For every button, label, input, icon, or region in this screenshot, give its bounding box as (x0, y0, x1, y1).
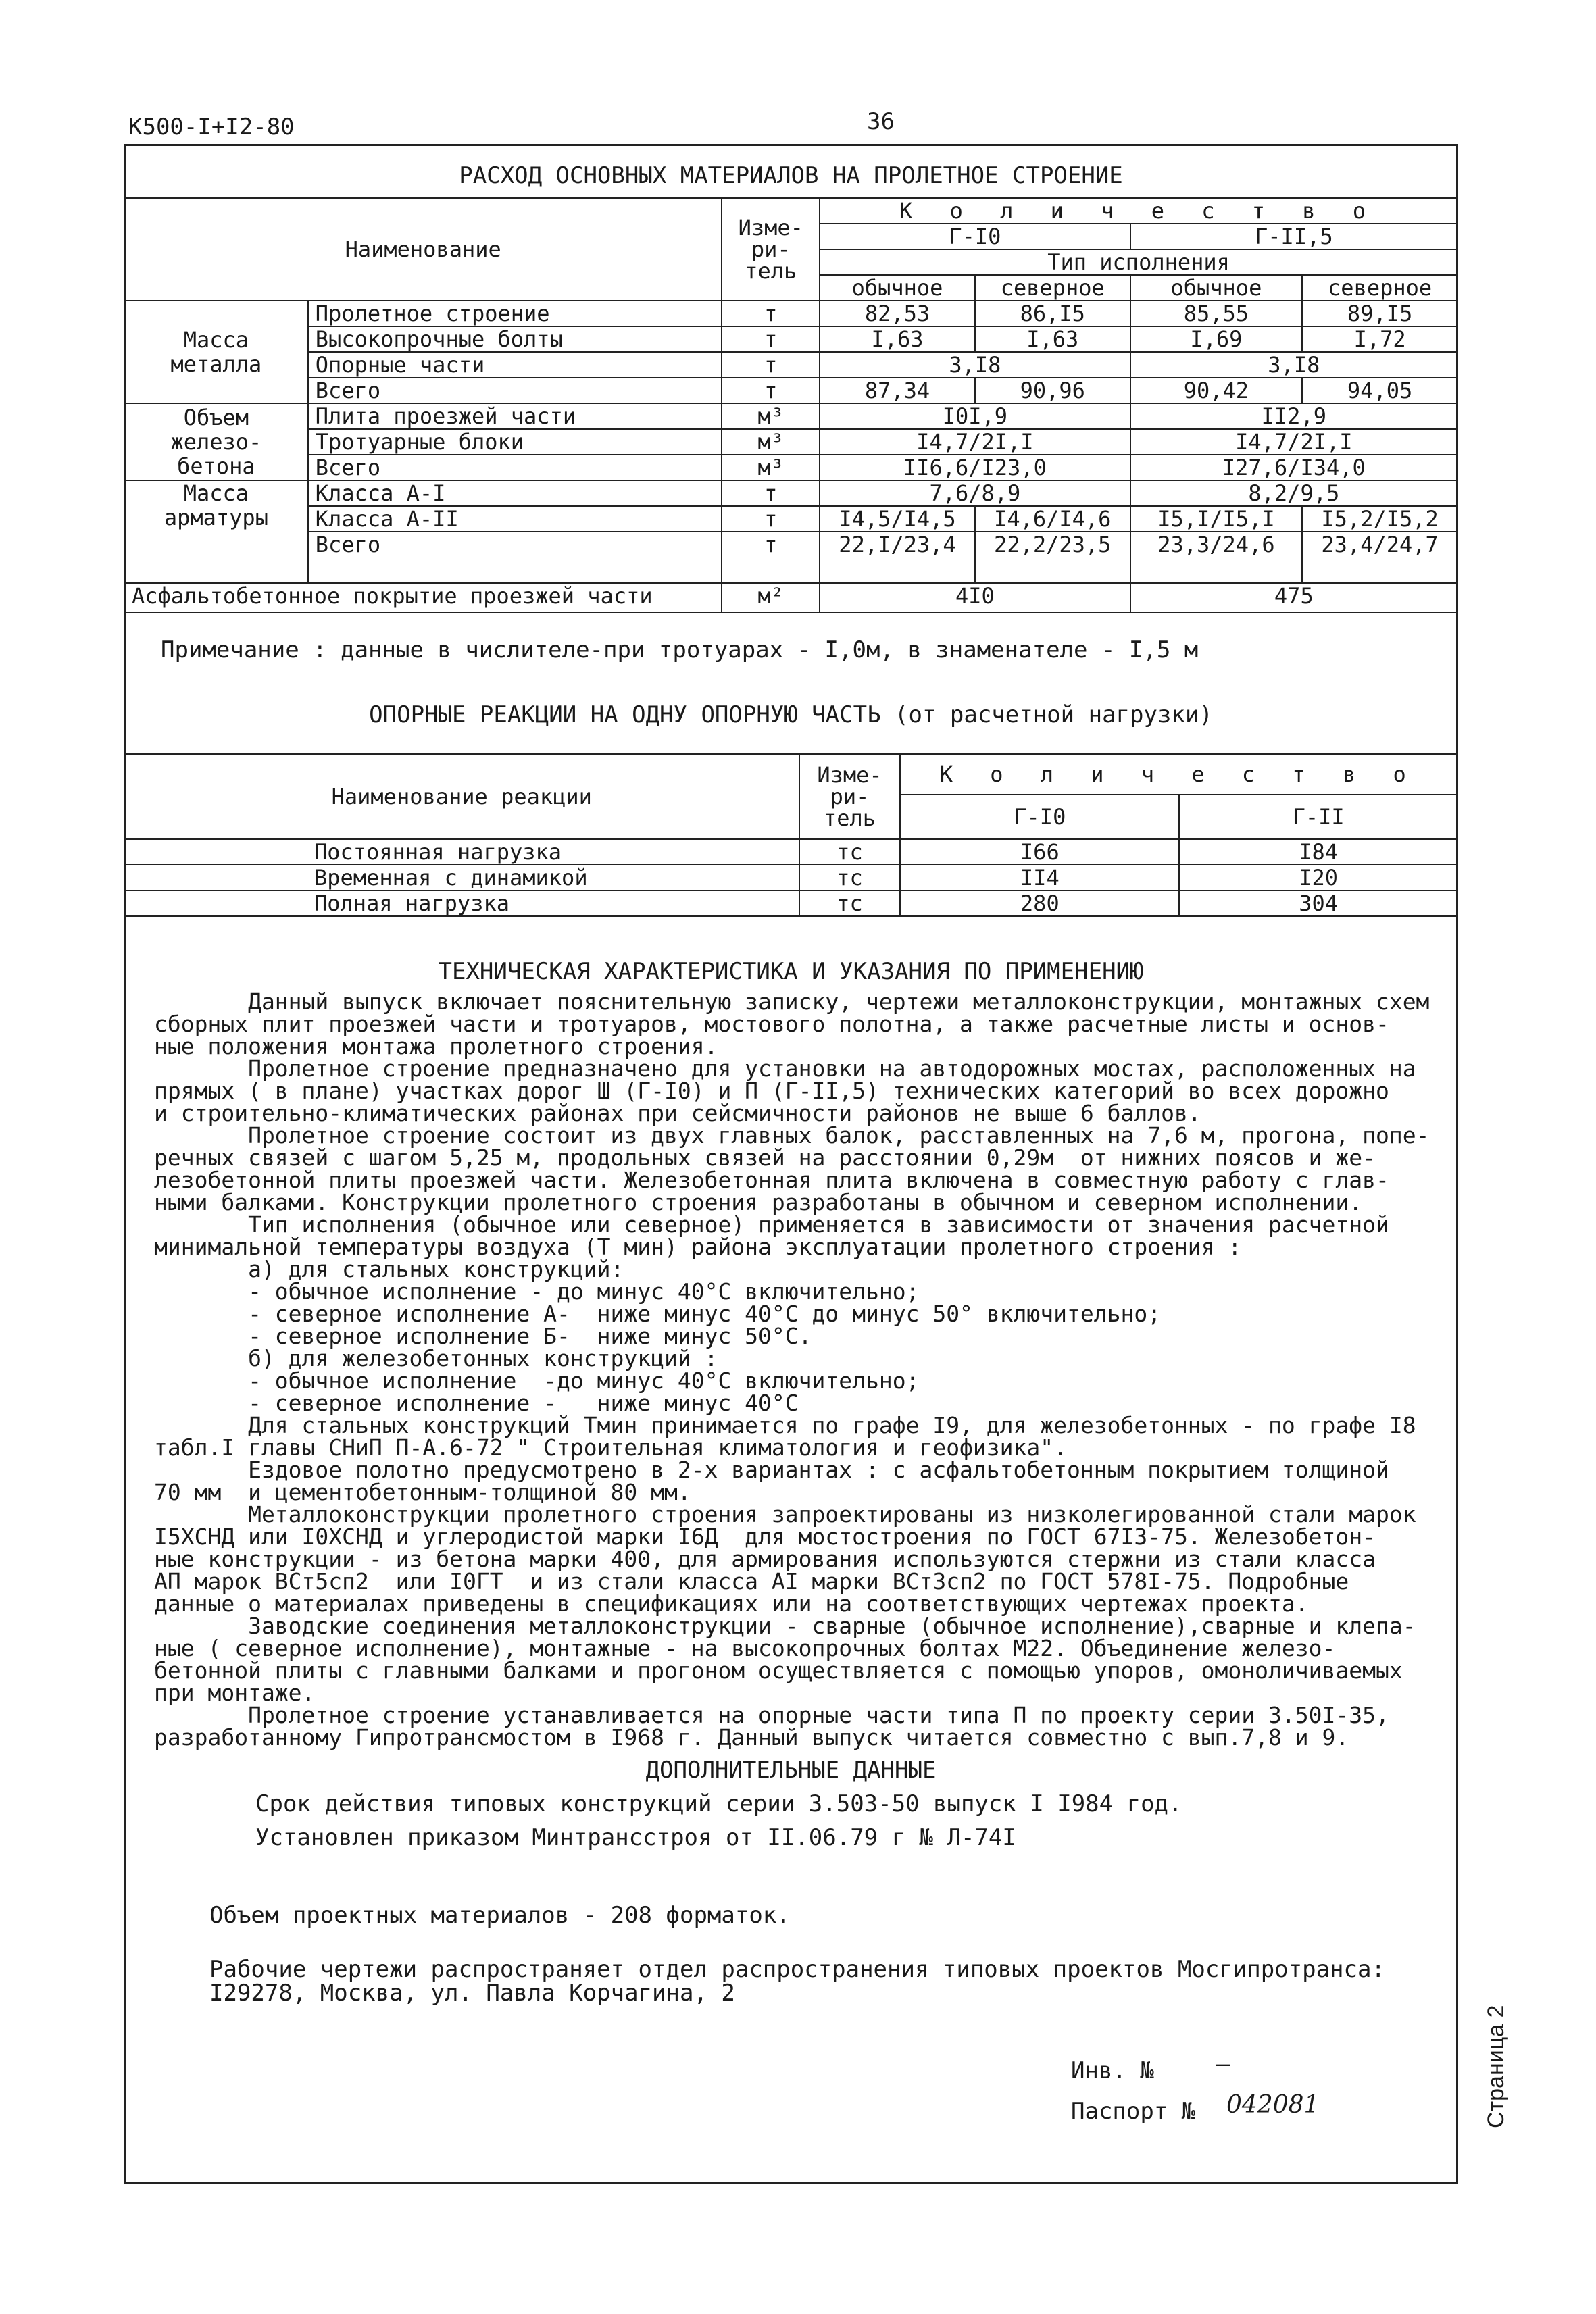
row-label: Всего (308, 455, 722, 480)
col-name-header: Наименование реакции (124, 754, 799, 839)
cell-value: I20 (1179, 865, 1457, 890)
row-unit: т (722, 378, 820, 403)
row-unit: м² (722, 583, 820, 613)
row-unit: м³ (722, 429, 820, 455)
cell-value: 90,96 (975, 378, 1130, 403)
row-label: Асфальтобетонное покрытие проезжей части (124, 583, 722, 613)
cell-value: I0I,9 (820, 403, 1130, 429)
col-g10-header: Г-I0 (820, 224, 1130, 249)
cell-value: 94,05 (1302, 378, 1457, 403)
table-row (124, 480, 1457, 506)
row-unit: т (722, 480, 820, 506)
cell-value: 90,42 (1130, 378, 1303, 403)
subcol-header: обычное (820, 275, 975, 301)
col-g10-header: Г-I0 (900, 795, 1179, 839)
page-label: Страница 2 (1483, 2005, 1509, 2128)
cell-value: 280 (900, 890, 1179, 916)
tech-title: ТЕХНИЧЕСКАЯ ХАРАКТЕРИСТИКА И УКАЗАНИЯ ПО ПРИМЕНЕНИЮ (438, 958, 1144, 985)
cell-value: 82,53 (820, 301, 975, 326)
address-line: I29278, Москва, ул. Павла Корчагина, 2 (209, 1980, 735, 2007)
cell-value: 475 (1130, 583, 1457, 613)
cell-value: I4,7/2I,I (820, 429, 1130, 455)
col-qty-header: К о л и ч е с т в о (820, 198, 1457, 224)
cell-value: 85,55 (1130, 301, 1303, 326)
additional-title: ДОПОЛНИТЕЛЬНЫЕ ДАННЫЕ (645, 1757, 937, 1784)
cell-value: II6,6/I23,0 (820, 455, 1130, 480)
cell-value: I4,6/I4,6 (975, 506, 1130, 532)
row-label: Класса А-II (308, 506, 722, 532)
tech-body: Данный выпуск включает пояснительную записку, чертежи металлоконструкции, монтажных схем сборных плит проезжей части и тротуаров, мостового полотна, а также расчетные листы и основ- ные положения монтажа пролетного строения. Пролетное строение предназначено для установки на автодорожных мостах, расположенных на прямых ( в плане) участках дорог Ш (Г-I0) и П (Г-II,5) технических категорий во всех дорожно и строительно-климатических районах при сейсмичности районов не выше 6 баллов. Пролетное строение состоит из двух главных балок, расставленных на 7,6 м, прогона, попе- речных связей с шагом 5,25 м, продольных связей на расстоянии 0,29м от нижних поясов и же- лезобетонной плиты проезжей части. Железобетонная плита включена в совместную работу с глав- ными балками. Конструкции пролетного строения разработаны в обычном и северном исполнении. Тип исполнения (обычное или северное) применяется в зависимости от значения расчетной минимальной температуры воздуха (Т мин) района эксплуатации пролетного строения : а) для стальных конструкций: - обычное исполнение - до минус 40°С включительно; - северное исполнение А- ниже минус 40°С до минус 50° включительно; - северное исполнение Б- ниже минус 50°С. б) для железобетонных конструкций : - обычное исполнение -до минус 40°С включительно; - северное исполнение - ниже минус 40°С Для стальных конструкций Тмин принимается по графе I9, для железобетонных - по графе I8 табл.I главы СНиП П-А.6-72 " Строительная климатология и геофизика". Ездовое полотно предусмотрено в 2-х вариантах : с асфальтобетонным покрытием толщиной 70 мм и цементобетонным-толщиной 80 мм. Металлоконструкции пролетного строения запроектированы из низколегированной стали марок I5ХСНД или I0ХСНД и углеродистой марки I6Д для мостостроения по ГОСТ 67I3-75. Железобетон- ные конструкции - из бетона марки 400, для армирования используются стержни из стали класса АП марок ВСт5сп2 или I0ГТ и из стали класса АI марки ВСт3сп2 по ГОСТ 578I-75. Подробные данные о материалах приведены в спецификациях или на соответствующих чертежах проекта. Заводские соединения металлоконструкции - сварные (обычное исполнение),сварные и клепа- ные ( северное исполнение), монтажные - на высокопрочных болтах М22. Объединение железо- бетонной плиты с главными балками и прогоном осуществляется с помощью упоров, омоноличиваемых при монтаже. Пролетное строение устанавливается на опорные части типа П по проекту серии 3.50I-35, разработанному Гипротрансмостом в I968 г. Данный выпуск читается совместно с вып.7,8 и 9. (154, 988, 1430, 1751)
cell-value: 304 (1179, 890, 1457, 916)
table-row (124, 378, 1457, 403)
cell-value: I,63 (820, 326, 975, 352)
cell-value: 86,I5 (975, 301, 1130, 326)
cell-value: II2,9 (1130, 403, 1457, 429)
cell-value: I5,2/I5,2 (1302, 506, 1457, 532)
validity-line: Срок действия типовых конструкций серии 3.503-50 выпуск I I984 год. (255, 1790, 1182, 1817)
table-row (124, 532, 1457, 583)
cell-value: I5,I/I5,I (1130, 506, 1303, 532)
table-row (124, 583, 1457, 613)
row-unit: т (722, 301, 820, 326)
table-row (124, 326, 1457, 352)
cell-value: I27,6/I34,0 (1130, 455, 1457, 480)
row-label: Пролетное строение (308, 301, 722, 326)
col-qty-header: К о л и ч е с т в о (900, 754, 1457, 795)
subcol-header: северное (975, 275, 1130, 301)
row-label: Класса А-I (308, 480, 722, 506)
row-unit: т (722, 532, 820, 583)
row-label: Всего (308, 378, 722, 403)
table-row (124, 839, 1457, 865)
cell-value: 23,3/24,6 (1130, 532, 1303, 583)
cell-value: I,69 (1130, 326, 1303, 352)
inventory-label: Инв. № (1071, 2057, 1154, 2084)
group-label: Масса металла (124, 301, 308, 403)
row-label: Полная нагрузка (124, 890, 799, 916)
subcol-header: северное (1302, 275, 1457, 301)
inventory-value: — (1216, 2051, 1230, 2078)
cell-value: 22,I/23,4 (820, 532, 975, 583)
cell-value: 4I0 (820, 583, 1130, 613)
materials-table (124, 197, 1458, 613)
cell-value: 7,6/8,9 (820, 480, 1130, 506)
table-row (124, 506, 1457, 532)
cell-value: 89,I5 (1302, 301, 1457, 326)
order-line: Установлен приказом Минтрансстроя от II.06.79 г № Л-74I (255, 1824, 1016, 1851)
row-unit: т (722, 506, 820, 532)
row-label: Плита проезжей части (308, 403, 722, 429)
row-label: Тротуарные блоки (308, 429, 722, 455)
table2-title: ОПОРНЫЕ РЕАКЦИИ НА ОДНУ ОПОРНУЮ ЧАСТЬ (от расчетной нагрузки) (369, 701, 1213, 728)
table-row (124, 455, 1457, 480)
table-row (124, 890, 1457, 916)
volume-line: Объем проектных материалов - 208 форматок. (209, 1902, 791, 1929)
cell-value: I84 (1179, 839, 1457, 865)
cell-value: II4 (900, 865, 1179, 890)
passport-label: Паспорт № (1071, 2098, 1196, 2125)
row-label: Постоянная нагрузка (124, 839, 799, 865)
row-unit: тс (799, 890, 901, 916)
row-unit: т (722, 326, 820, 352)
col-type-header: Тип исполнения (820, 249, 1457, 275)
cell-value: I,72 (1302, 326, 1457, 352)
row-label: Всего (308, 532, 722, 583)
cell-value: 3,I8 (820, 352, 1130, 378)
cell-value: I4,7/2I,I (1130, 429, 1457, 455)
col-unit-header: Изме- ри- тель (799, 754, 901, 839)
group-label: Объем железо- бетона (124, 403, 308, 480)
col-g11-header: Г-II (1179, 795, 1457, 839)
cell-value: 8,2/9,5 (1130, 480, 1457, 506)
row-unit: м³ (722, 455, 820, 480)
table-row (124, 352, 1457, 378)
page-number: 36 (867, 108, 895, 135)
cell-value: I66 (900, 839, 1179, 865)
cell-value: I4,5/I4,5 (820, 506, 975, 532)
table1-title: РАСХОД ОСНОВНЫХ МАТЕРИАЛОВ НА ПРОЛЕТНОЕ СТРОЕНИЕ (459, 162, 1123, 189)
cell-value: 23,4/24,7 (1302, 532, 1457, 583)
table-row (124, 301, 1457, 326)
row-label: Временная с динамикой (124, 865, 799, 890)
reactions-table (124, 753, 1458, 917)
row-unit: тс (799, 839, 901, 865)
cell-value: 3,I8 (1130, 352, 1457, 378)
distribution-line: Рабочие чертежи распространяет отдел распространения типовых проектов Мосгипротранса: (209, 1956, 1385, 1983)
table-note: Примечание : данные в числителе-при тротуарах - I,0м, в знаменателе - I,5 м (161, 636, 1199, 663)
document-code: К500-I+I2-80 (128, 114, 295, 141)
cell-value: 87,34 (820, 378, 975, 403)
row-label: Опорные части (308, 352, 722, 378)
passport-number: 042081 (1226, 2091, 1320, 2119)
group-label: Масса арматуры (124, 480, 308, 583)
table-row (124, 403, 1457, 429)
table-row (124, 865, 1457, 890)
col-unit-header: Изме- ри- тель (722, 198, 820, 301)
cell-value: 22,2/23,5 (975, 532, 1130, 583)
table-row (124, 429, 1457, 455)
row-label: Высокопрочные болты (308, 326, 722, 352)
row-unit: м³ (722, 403, 820, 429)
subcol-header: обычное (1130, 275, 1303, 301)
row-unit: т (722, 352, 820, 378)
col-name-header: Наименование (124, 198, 722, 301)
col-g115-header: Г-II,5 (1130, 224, 1457, 249)
row-unit: тс (799, 865, 901, 890)
cell-value: I,63 (975, 326, 1130, 352)
